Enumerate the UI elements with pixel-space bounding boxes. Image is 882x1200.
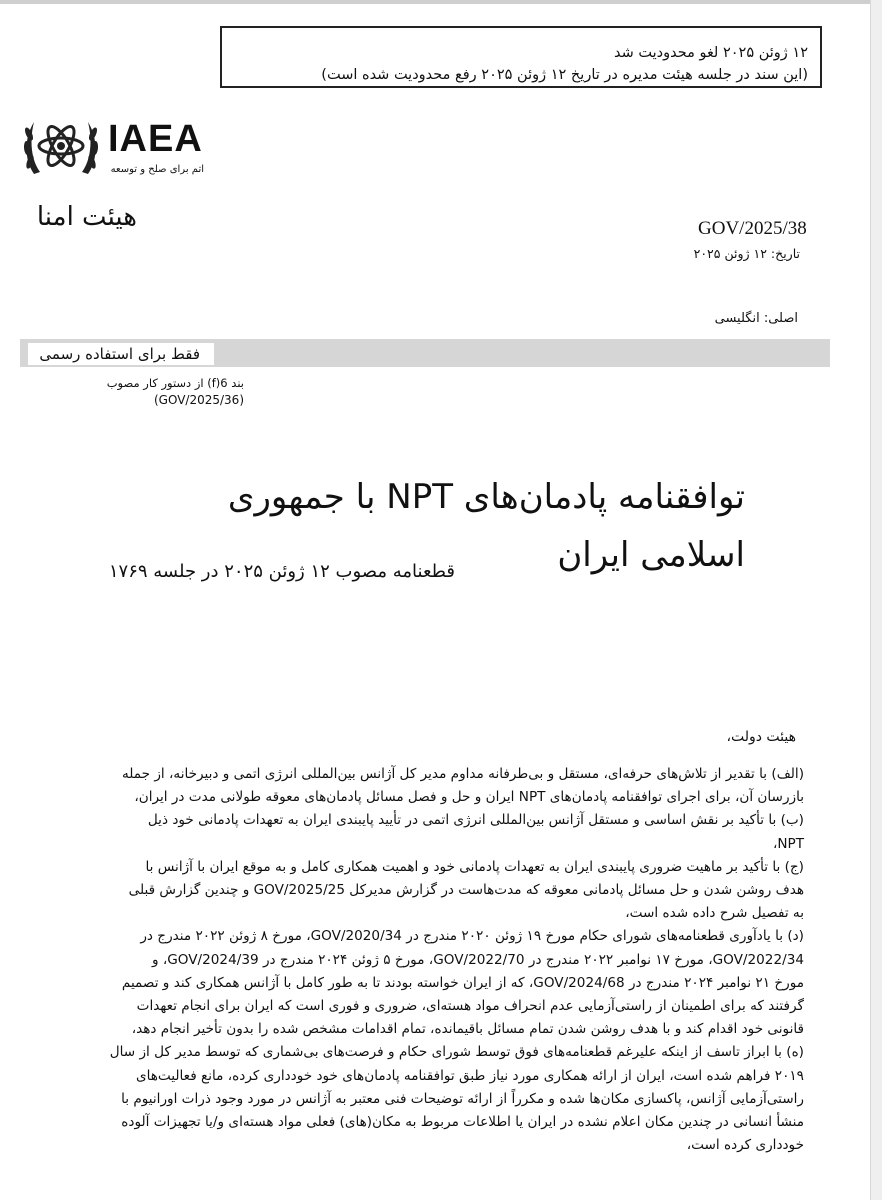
document-number: GOV/2025/38 (698, 218, 807, 239)
scrollbar-track[interactable] (870, 0, 882, 1200)
salutation: هیئت دولت، (726, 729, 796, 745)
body-line: NPT، (772, 835, 804, 852)
body-line: بازرسان آن، برای اجرای توافقنامه پادمان‌های NPT ایران و حل و فصل مسائل پادمان‌های معوقه طولانی مدت در ایران، (134, 789, 804, 806)
atom-wreath-icon (20, 108, 102, 184)
body-line: راستی‌آزمایی آژانس، پاکسازی مکان‌ها شده و مکرراً از ارائه توضیحات فنی معتبر به آژانس در مورد وجود ذرات اورانیوم با (121, 1090, 804, 1107)
body-line: GOV/2022/34، مورخ ۱۷ نوامبر ۲۰۲۲ مندرج در GOV/2022/70، مورخ ۵ ژوئن ۲۰۲۴ مندرج در GOV/2024/39، و (151, 951, 804, 968)
logo-tagline: اتم برای صلح و توسعه (110, 164, 204, 175)
board-title: هیئت امنا (36, 202, 137, 232)
body-line: (ه) با ابراز تاسف از اینکه علیرغم قطعنامه‌های فوق توسط شورای حکام و فرصت‌های بی‌شماری که توسط مدیر کل از سال (109, 1044, 804, 1061)
body-line: خودداری کرده است، (686, 1137, 804, 1154)
body-line: (د) با یادآوری قطعنامه‌های شورای حکام مورخ ۱۹ ژوئن ۲۰۲۰ مندرج در GOV/2020/34، مورخ ۸ ژوئن ۲۰۲۲ مندرج در (140, 928, 804, 945)
agenda-reference: (GOV/2025/36) (154, 393, 244, 407)
document-subtitle: قطعنامه مصوب ۱۲ ژوئن ۲۰۲۵ در جلسه ۱۷۶۹ (108, 561, 455, 582)
notice-line-2: (این سند در جلسه هیئت مدیره در تاریخ ۱۲ ژوئن ۲۰۲۵ رفع محدودیت شده است) (321, 67, 808, 83)
logo-wordmark: IAEA (108, 118, 203, 160)
resolution-body (92, 763, 804, 1157)
body-line: (الف) با تقدیر از تلاش‌های حرفه‌ای، مستقل و بی‌طرفانه مداوم مدیر کل آژانس بین‌المللی انرژی اتمی و دبیرخانه، از جمله (122, 766, 804, 782)
document-title: توافقنامه پادمان‌های NPT با جمهوری اسلامی ایران (227, 477, 745, 575)
body-line: هدف روشن شدن و حل مسائل پادمانی معوقه که مدت‌هاست در گزارش مدیرکل GOV/2025/25 و چندین گزارش قبلی (128, 882, 804, 899)
notice-line-1: ۱۲ ژوئن ۲۰۲۵ لغو محدودیت شد (614, 45, 808, 61)
body-line: قانونی خود اقدام کند و با هدف روشن شدن تمام مسائل باقیمانده، تمام اقدامات مشخص شده را بدون تأخیر انجام دهد، (131, 1021, 804, 1038)
body-line: به تفصیل شرح داده شده است، (625, 905, 804, 922)
body-line: مورخ ۲۱ نوامبر ۲۰۲۴ مندرج در GOV/2024/68، که از ایران خواسته بودند تا به طور کامل با آژانس همکاری کند و تصمیم (121, 974, 804, 991)
body-line: گرفتند که برای اطمینان از راستی‌آزمایی عدم انحراف مواد هسته‌ای، ضروری و فوری است که ایران برای انجام تعهدات (136, 998, 804, 1015)
body-line: (ب) با تأکید بر نقش اساسی و مستقل آژانس بین‌المللی انرژی اتمی در تأیید پایبندی ایران به تعهدات پادمانی خود ذیل (147, 812, 804, 829)
original-language: اصلی: انگلیسی (714, 311, 798, 326)
official-use-label: فقط برای استفاده رسمی (28, 343, 214, 365)
top-edge-line (0, 0, 882, 4)
body-line: ۲۰۱۹ فراهم شده است، ایران از ارائه همکاری مورد نیاز طبق توافقنامه پادمان‌های خود خودداری کرده، مانع فعالیت‌های (135, 1067, 804, 1084)
derestriction-notice (220, 26, 822, 88)
agenda-item: بند 6(f) از دستور کار مصوب (106, 376, 244, 390)
body-line: (ج) با تأکید بر ماهیت ضروری پایبندی ایران به تعهدات پادمانی خود و اهمیت همکاری کامل و به موقع ایران با آژانس با (145, 858, 804, 875)
document-date: تاریخ: ۱۲ ژوئن ۲۰۲۵ (693, 246, 800, 261)
body-line: منشأ انسانی در چندین مکان اعلام نشده در ایران یا اطلاعات مربوط به مکان(های) فعلی مواد هسته‌ای و/یا تجهیزات آلوده (121, 1114, 804, 1131)
